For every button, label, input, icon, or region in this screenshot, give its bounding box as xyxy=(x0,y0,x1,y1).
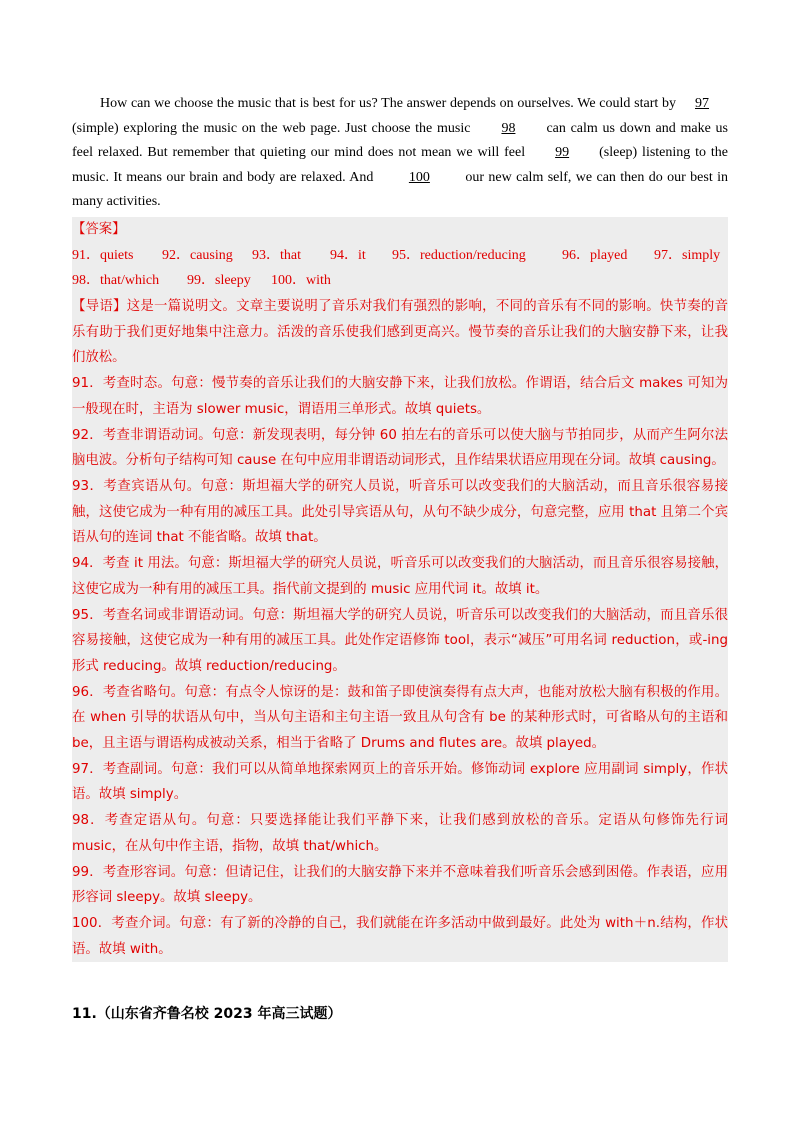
explanation-item: 96．考查省略句。句意：有点令人惊讶的是：鼓和笛子即使演奏得有点大声，也能对放松大脑有积极的作用。在 when 引导的状语从句中，当从句主语和主句主语一致且从句含有 be 的某种形式时，可省略从句的主语和 be，且主语与谓语构成被动关系，相当于省略了 Drums and flutes are。故填 played。 xyxy=(72,684,728,752)
passage-text: our new calm self, we can then do our best in many activities. xyxy=(72,169,728,210)
answer-item: 94．it xyxy=(330,247,366,263)
passage-text: (sleep) listening to the music. It means our brain and body are relaxed. And xyxy=(72,145,728,185)
answer-list-row-1 xyxy=(72,243,728,269)
passage-text: (simple) exploring the music on the web page. Just choose the music xyxy=(72,120,471,136)
explanation-item: 93．考查宾语从句。句意：斯坦福大学的研究人员说，听音乐可以改变我们的大脑活动，而且音乐很容易接触，这使它成为一种有用的减压工具。此处引导宾语从句，从句不缺少成分，句意完整，应用 that 且第二个宾语从句的连词 that 不能省略。故填 that。 xyxy=(72,479,728,546)
blank-100: 100 xyxy=(408,169,430,185)
answer-section xyxy=(72,217,728,962)
answer-tag: 【答案】 xyxy=(72,221,126,237)
blank-99: 99 xyxy=(555,145,570,161)
next-question-heading: 11.（山东省齐鲁名校 2023 年高三试题） xyxy=(72,1006,342,1022)
passage-text: How can we choose the music that is best for us? The answer depends on ourselves. We could start by xyxy=(100,96,676,111)
answer-item: 100．with xyxy=(271,273,331,289)
explanation-item: 99．考查形容词。句意：但请记住，让我们的大脑安静下来并不意味着我们听音乐会感到困倦。作表语，应用形容词 sleepy。故填 sleepy。 xyxy=(72,864,728,906)
answer-list-row-2 xyxy=(72,268,728,294)
answer-item: 97．simply xyxy=(654,247,721,263)
answer-item: 99．sleepy xyxy=(187,273,251,289)
guide-paragraph: 【导语】这是一篇说明文。文章主要说明了音乐对我们有强烈的影响，不同的音乐有不同的影响。快节奏的音乐有助于我们更好地集中注意力。活泼的音乐使我们感到更高兴。慢节奏的音乐让我们的大脑安静下来，让我们放松。 xyxy=(72,299,728,366)
explanations xyxy=(72,294,728,962)
answer-item: 95．reduction/reducing xyxy=(392,247,526,263)
answer-item: 96．played xyxy=(562,247,628,263)
blank-97: 97 xyxy=(695,96,709,111)
answer-item: 91．quiets xyxy=(72,247,134,263)
explanation-item: 98．考查定语从句。句意：只要选择能让我们平静下来，让我们感到放松的音乐。定语从句修饰先行词 music，在从句中作主语，指物，故填 that/which。 xyxy=(72,813,728,854)
answer-item: 93．that xyxy=(252,247,301,263)
explanation-item: 95．考查名词或非谓语动词。句意：斯坦福大学的研究人员说，听音乐可以改变我们的大脑活动，而且音乐很容易接触，这使它成为一种有用的减压工具。此处作定语修饰 tool，表示“减压”可用名词 reduction，或-ing 形式 reducing。故填 reduction/reducing。 xyxy=(72,607,728,674)
passage-text: can calm us down and make us feel relaxed. But remember that quieting our mind does not mean we will feel xyxy=(72,120,728,161)
document-page xyxy=(72,92,728,962)
answer-item: 92．causing xyxy=(162,247,233,263)
blank-98: 98 xyxy=(501,120,516,136)
explanation-item: 92．考查非谓语动词。句意：新发现表明，每分钟 60 拍左右的音乐可以使大脑与节拍同步，从而产生阿尔法脑电波。分析句子结构可知 cause 在句中应用非谓语动词形式，且作结果状语应用现在分词。故填 causing。 xyxy=(72,427,728,469)
answer-item: 98．that/which xyxy=(72,273,160,289)
explanation-item: 91．考查时态。句意：慢节奏的音乐让我们的大脑安静下来，让我们放松。作谓语，结合后文 makes 可知为一般现在时，主语为 slower music，谓语用三单形式。故填 quiets。 xyxy=(72,376,728,417)
explanation-item: 97．考查副词。句意：我们可以从简单地探索网页上的音乐开始。修饰动词 explore 应用副词 simply，作状语。故填 simply。 xyxy=(72,761,728,803)
explanation-item: 94．考查 it 用法。句意：斯坦福大学的研究人员说，听音乐可以改变我们的大脑活动，而且音乐很容易接触，这使它成为一种有用的减压工具。指代前文提到的 music 应用代词 it。故填 it。 xyxy=(72,556,728,597)
explanation-item: 100．考查介词。句意：有了新的冷静的自己，我们就能在许多活动中做到最好。此处为 with＋n.结构，作状语。故填 with。 xyxy=(72,915,728,957)
reading-passage xyxy=(72,92,728,215)
